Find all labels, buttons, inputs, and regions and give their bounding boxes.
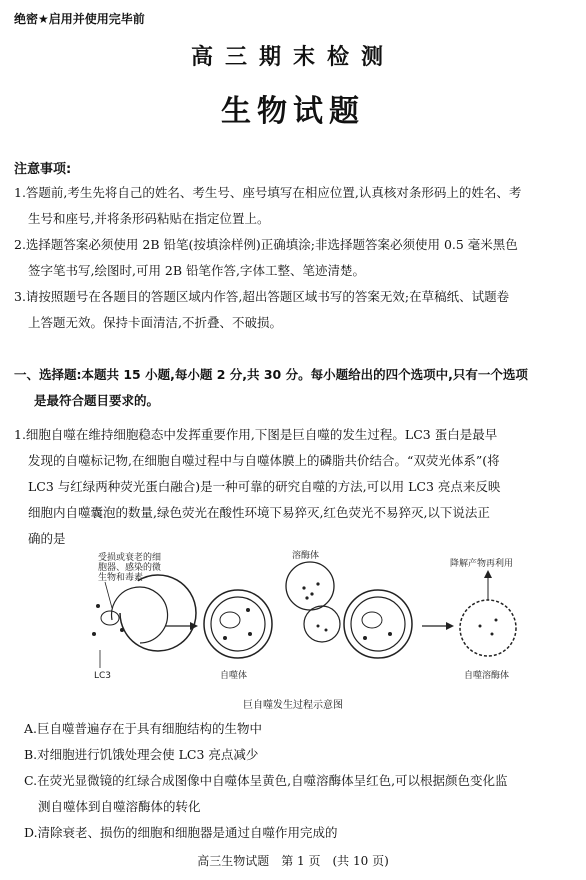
label-damaged-organelles-3: 生物和毒素: [98, 573, 144, 583]
autophagosome-figure: [204, 590, 272, 658]
label-lysosome: 溶酶体: [292, 551, 320, 561]
page-footer: 高三生物试题 第 1 页 (共 10 页): [197, 854, 389, 868]
note-line: 上答题无效。保持卡面清洁,不折叠、不破损。: [28, 315, 282, 330]
question-line: 细胞内自噬囊泡的数量,绿色荧光在酸性环境下易猝灭,红色荧光不易猝灭,以下说法正: [28, 505, 490, 520]
label-autolysosome: 自噬溶酶体: [464, 671, 510, 681]
label-degradation-reuse: 降解产物再利用: [450, 559, 514, 569]
phagophore-figure: [92, 575, 196, 651]
option-d: D.清除衰老、损伤的细胞和细胞器是通过自噬作用完成的: [24, 825, 338, 840]
confidential-label: 绝密★启用并使用完毕前: [14, 12, 145, 26]
section-heading: [14, 362, 574, 414]
option-c: [24, 768, 574, 820]
option-b: B.对细胞进行饥饿处理会使 LC3 亮点减少: [24, 747, 259, 762]
subject-title: 生物试题: [221, 94, 365, 129]
label-lc3: LC3: [94, 671, 112, 681]
autophagy-diagram: [60, 548, 550, 688]
question-1-stem: [14, 422, 574, 552]
note-item-1: [14, 180, 574, 232]
figure-caption: 巨自噬发生过程示意图: [243, 700, 343, 711]
option-line: 测自噬体到自噬溶酶体的转化: [38, 799, 201, 814]
note-line: 3.请按照题号在各题目的答题区域内作答,超出答题区域书写的答案无效;在草稿纸、试题卷: [14, 289, 510, 304]
notes-heading: 注意事项:: [14, 162, 72, 177]
question-line: 发现的自噬标记物,在细胞自噬过程中与自噬体膜上的磷脂共价结合。“双荧光体系”(将: [28, 453, 500, 468]
note-line: 生号和座号,并将条形码粘贴在指定位置上。: [28, 211, 270, 226]
question-line: 确的是: [28, 531, 66, 546]
label-autophagosome: 自噬体: [220, 671, 248, 681]
question-line: 1.细胞自噬在维持细胞稳态中发挥重要作用,下图是巨自噬的发生过程。LC3 蛋白是最早: [14, 427, 498, 442]
note-line: 签字笔书写,绘图时,可用 2B 铅笔作答,字体工整、笔迹清楚。: [28, 263, 366, 278]
note-line: 1.答题前,考生先将自己的姓名、考生号、座号填写在相应位置,认真核对条形码上的姓名、考: [14, 185, 522, 200]
note-line: 2.选择题答案必须使用 2B 铅笔(按填涂样例)正确填涂;非选择题答案必须使用 0.5 毫米黑色: [14, 237, 518, 252]
note-item-3: [14, 284, 574, 336]
section-line: 是最符合题目要求的。: [34, 393, 160, 408]
option-a: A.巨自噬普遍存在于具有细胞结构的生物中: [24, 721, 263, 736]
label-damaged-organelles-2: 胞器、感染的微: [98, 563, 162, 573]
lysosome-figure: [286, 562, 334, 610]
note-item-2: [14, 232, 574, 284]
autolysosome-figure: [460, 600, 516, 656]
exam-title: 高三期末检测: [190, 45, 395, 70]
fusion-figure: [344, 590, 412, 658]
question-line: LC3 与红绿两种荧光蛋白融合)是一种可靠的研究自噬的方法,可以用 LC3 亮点来反映: [28, 479, 501, 494]
section-line: 一、选择题:本题共 15 小题,每小题 2 分,共 30 分。每小题给出的四个选项中,只有一个选项: [14, 367, 528, 382]
label-damaged-organelles: 受损或衰老的细: [98, 553, 162, 563]
option-line: C.在荧光显微镜的红绿合成图像中自噬体呈黄色,自噬溶酶体呈红色,可以根据颜色变化监: [24, 773, 508, 788]
